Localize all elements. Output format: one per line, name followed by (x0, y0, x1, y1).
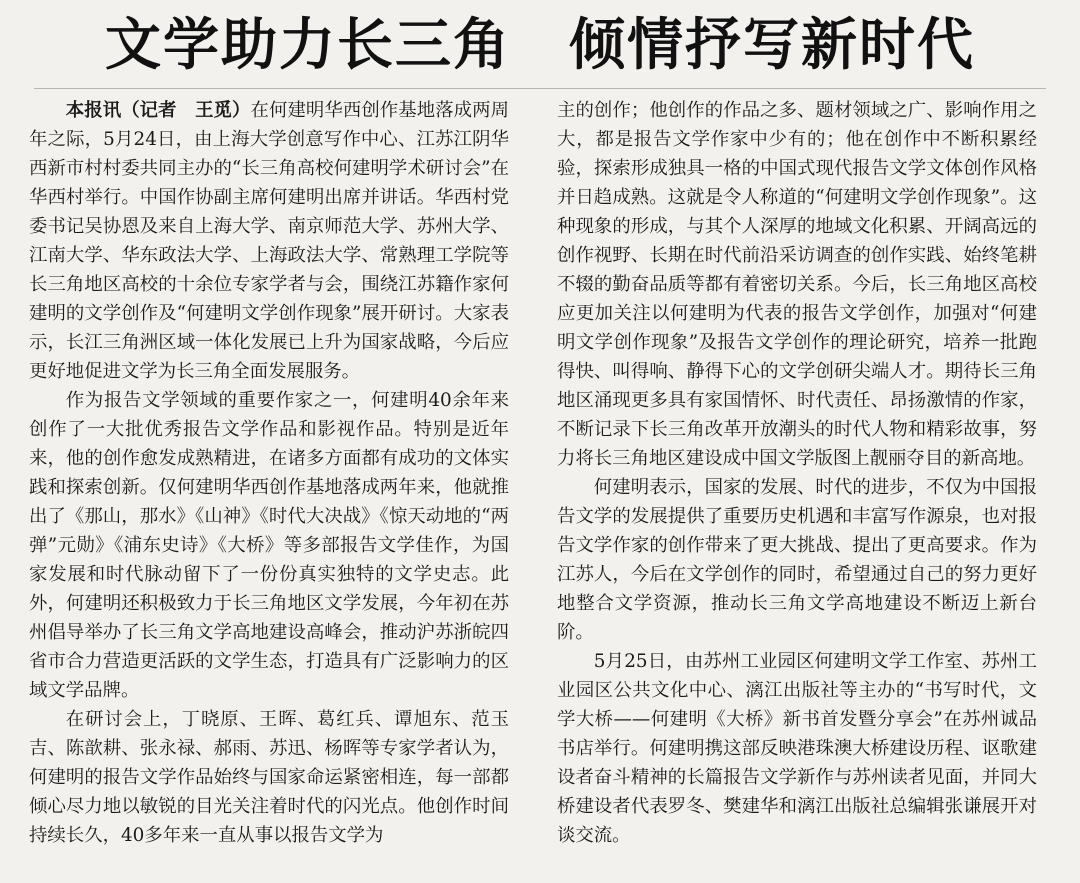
paragraph-text: 在何建明华西创作基地落成两周年之际，5月24日，由上海大学创意写作中心、江苏江阴华西新市村村委共同主办的“长三角高校何建明学术研讨会”在华西村举行。中国作协副主席何建明出席并讲话。华西村党委书记吴协恩及来自上海大学、南京师范大学、苏州大学、江南大学、华东政法大学、上海政法大学、常熟理工学院等长三角地区高校的十余位专家学者与会，围绕江苏籍作家何建明的文学创作及“何建明文学创作现象”展开研讨。大家表示，长江三角洲区域一体化发展已上升为国家战略，今后应更好地促进文学为长三角全面发展服务。 (29, 100, 509, 382)
article-paragraph: 何建明表示，国家的发展、时代的进步，不仅为中国报告文学的发展提供了重要历史机遇和丰富写作源泉，也对报告文学作家的创作带来了更大挑战、提出了更高要求。作为江苏人，今后在文学创作的同时，希望通过自己的努力更好地整合文学资源，推动长三角文学高地建设不断迈上新台阶。 (557, 477, 1037, 643)
headline-divider (34, 88, 1046, 89)
article-paragraph: 在研讨会上，丁晓原、王晖、葛红兵、谭旭东、范玉吉、陈歆耕、张永禄、郝雨、苏迅、杨晖等专家学者认为，何建明的报告文学作品始终与国家命运紧密相连，每一部都倾心尽力地以敏锐的目光关注着时代的闪光点。他创作时间持续长久，40多年来一直从事以报告文学为 (29, 709, 509, 846)
article-paragraph: 5月25日，由苏州工业园区何建明文学工作室、苏州工业园区公共文化中心、漓江出版社等主办的“书写时代，文学大桥——何建明《大桥》新书首发暨分享会”在苏州诚品书店举行。何建明携这部反映港珠澳大桥建设历程、讴歌建设者奋斗精神的长篇报告文学新作与苏州读者见面，并同大桥建设者代表罗冬、樊建华和漓江出版社总编辑张谦展开对谈交流。 (557, 651, 1037, 846)
article-column-right (557, 96, 1037, 850)
headline: 文学助力长三角 倾情抒写新时代 (105, 13, 975, 78)
article-paragraph: 作为报告文学领域的重要作家之一，何建明40余年来创作了一大批优秀报告文学作品和影视作品。特别是近年来，他的创作愈发成熟精进，在诸多方面都有成功的文体实践和探索创新。仅何建明华西创作基地落成两年来，他就推出了《那山，那水》《山神》《时代大决战》《惊天动地的“两弹”元勋》《浦东史诗》《大桥》等多部报告文学佳作，为国家发展和时代脉动留下了一份份真实独特的文学史志。此外，何建明还积极致力于长三角地区文学发展，今年初在苏州倡导举办了长三角文学高地建设高峰会，推动沪苏浙皖四省市合力营造更活跃的文学生态，打造具有广泛影响力的区域文学品牌。 (29, 390, 509, 701)
article-paragraph-continued: 主的创作；他创作的作品之多、题材领域之广、影响作用之大，都是报告文学作家中少有的；他在创作中不断积累经验，探索形成独具一格的中国式现代报告文学文体创作风格并日趋成熟。这就是令人称道的“何建明文学创作现象”。这种现象的形成，与其个人深厚的地域文化积累、开阔高远的创作视野、长期在时代前沿采访调查的创作实践、始终笔耕不辍的勤奋品质等都有着密切关系。今后，长三角地区高校应更加关注以何建明为代表的报告文学创作，加强对“何建明文学创作现象”及报告文学创作的理论研究，培养一批跑得快、叫得响、静得下心的文学创研尖端人才。期待长三角地区涌现更多具有家国情怀、时代责任、昂扬激情的作家，不断记录下长三角改革开放潮头的时代人物和精彩故事，努力将长三角地区建设成中国文学版图上靓丽夺目的新高地。 (557, 100, 1037, 469)
byline: 本报讯（记者 王觅） (65, 100, 251, 121)
article-column-left (29, 96, 509, 850)
article-paragraph (29, 96, 509, 386)
